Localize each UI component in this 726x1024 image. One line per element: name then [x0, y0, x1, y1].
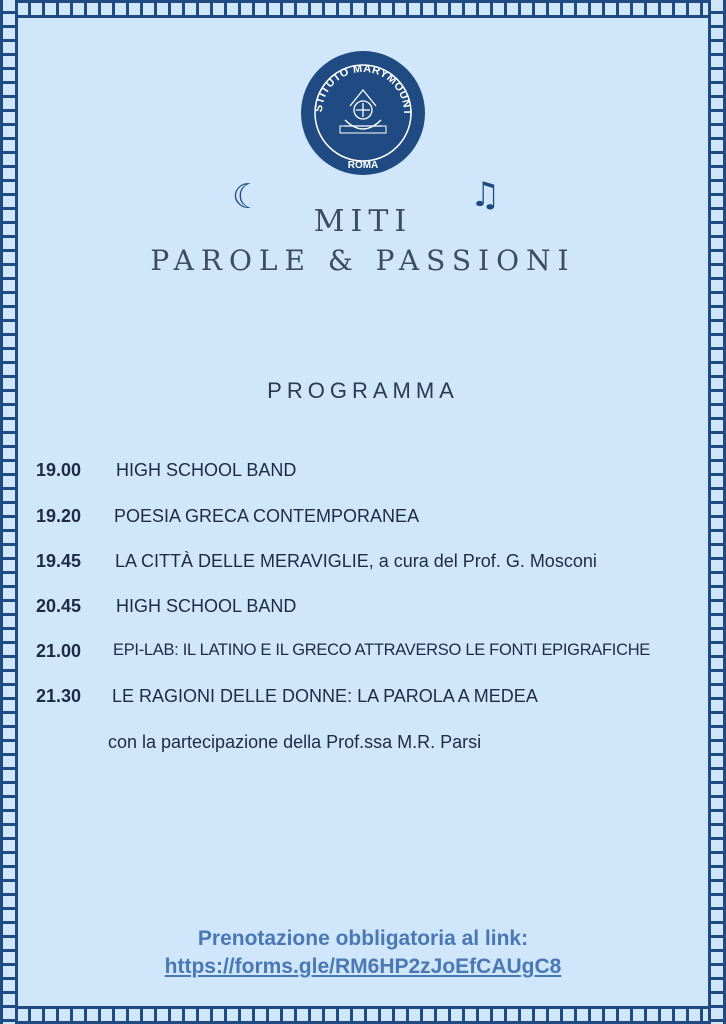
schedule-activity: HIGH SCHOOL BAND: [116, 460, 297, 480]
booking-link[interactable]: https://forms.gle/RM6HP2zJoEfCAUgC8: [164, 955, 562, 978]
booking-section: [0, 925, 726, 981]
schedule-activity: LE RAGIONI DELLE DONNE: LA PAROLA A MEDEA: [112, 686, 538, 706]
schedule-time: 19.20: [36, 506, 82, 526]
logo-top-text: STITUTO MARYMOUNT: [312, 62, 414, 116]
schedule-time: 21.00: [36, 641, 82, 661]
border-top: [0, 0, 726, 18]
school-logo: [300, 50, 426, 176]
booking-label: Prenotazione obbligatoria al link:: [197, 927, 529, 950]
schedule-time: 19.00: [36, 460, 82, 480]
schedule-time: 21.30: [36, 686, 82, 706]
border-bottom: [0, 1006, 726, 1024]
border-right: [708, 0, 726, 1024]
schedule-activity: HIGH SCHOOL BAND: [116, 596, 297, 616]
title-line-1: MITI: [313, 204, 413, 239]
title-line-2: PAROLE & PASSIONI: [150, 244, 576, 277]
guest-note: con la partecipazione della Prof.ssa M.R. Parsi: [108, 732, 482, 752]
logo-bottom-text: ROMA: [347, 160, 379, 171]
music-note-icon: ♫: [470, 175, 501, 215]
program-heading: PROGRAMMA: [267, 378, 459, 403]
schedule-time: 19.45: [36, 551, 82, 571]
crescent-moon-icon: ☾: [232, 177, 263, 217]
schedule-activity: LA CITTÀ DELLE MERAVIGLIE, a cura del Prof. G. Mosconi: [115, 551, 597, 571]
border-left: [0, 0, 18, 1024]
schedule-activity: EPI-LAB: IL LATINO E IL GRECO ATTRAVERSO LE FONTI EPIGRAFICHE: [113, 641, 651, 659]
schedule-activity: POESIA GRECA CONTEMPORANEA: [114, 506, 420, 526]
schedule-time: 20.45: [36, 596, 82, 616]
